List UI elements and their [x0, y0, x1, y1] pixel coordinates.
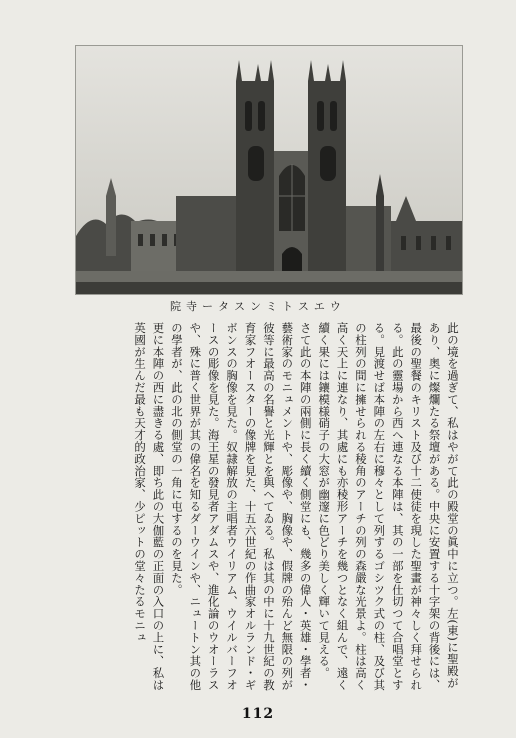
body-paragraph: 此の境を過ぎて、私はやがて此の殿堂の眞中に立つ。左(東)に聖殿があり、奥に燦爛たる祭壇がある。中央に安置する十字架の背後には、最後の聖餐のキリスト及び十二使徒を現した聖畫が神々しく拜せられる。此の靈場から西へ連なる本陣は、其の一部を仕切つて合唱堂とする。見渡せば本陣の左右に穆々として列するゴシツク式の柱、及び其の柱列の間に擁せられる稜角のアーチの列の森嚴な光景よ。柱は高く高く天上に連なり、其處にも亦稜形アーチを幾つとなく組んで、遠く續く果には鑲模様硝子の大窓が幽邃に色どり美しく輝いて見える。	[317, 322, 460, 691]
photo-caption: 院寺ータスンミトスエウ	[170, 300, 346, 313]
westminster-abbey-photo	[75, 45, 463, 295]
body-paragraph: さて此の本陣の兩側に長く續く側堂にも、幾多の偉人・英雄・學者・藝術家のモニュメントや、彫像や、胸像や、假牌の殆んど無限の列が彼等に最高の名譽と光輝とを與へてゐる。私は其の中に十九世紀の教育家フオースターの像牌を見た、十五六世紀の作曲家オルランド・ギボンスの胸像を見た。奴隷解放の主唱者ウイリアム、ウイルバーフオースの彫像を見た。海王星の發見者アダムスや、進化論のウオーラスや、殊に普く世界が其の偉名を知るダーウインや、ニュートン其の他の學者が、此の北の側堂の一角に屯するのを見た。	[169, 322, 313, 691]
body-paragraph: 更に本陣の西に盡きる處、即ち此の大伽藍の正面の入口の上に、私は英國が生んだ最も天才的政治家、少ピットの堂々たるモニュ	[133, 322, 166, 691]
page-number: 112	[241, 706, 275, 722]
body-text	[70, 322, 462, 694]
abbey-illustration	[76, 46, 462, 294]
